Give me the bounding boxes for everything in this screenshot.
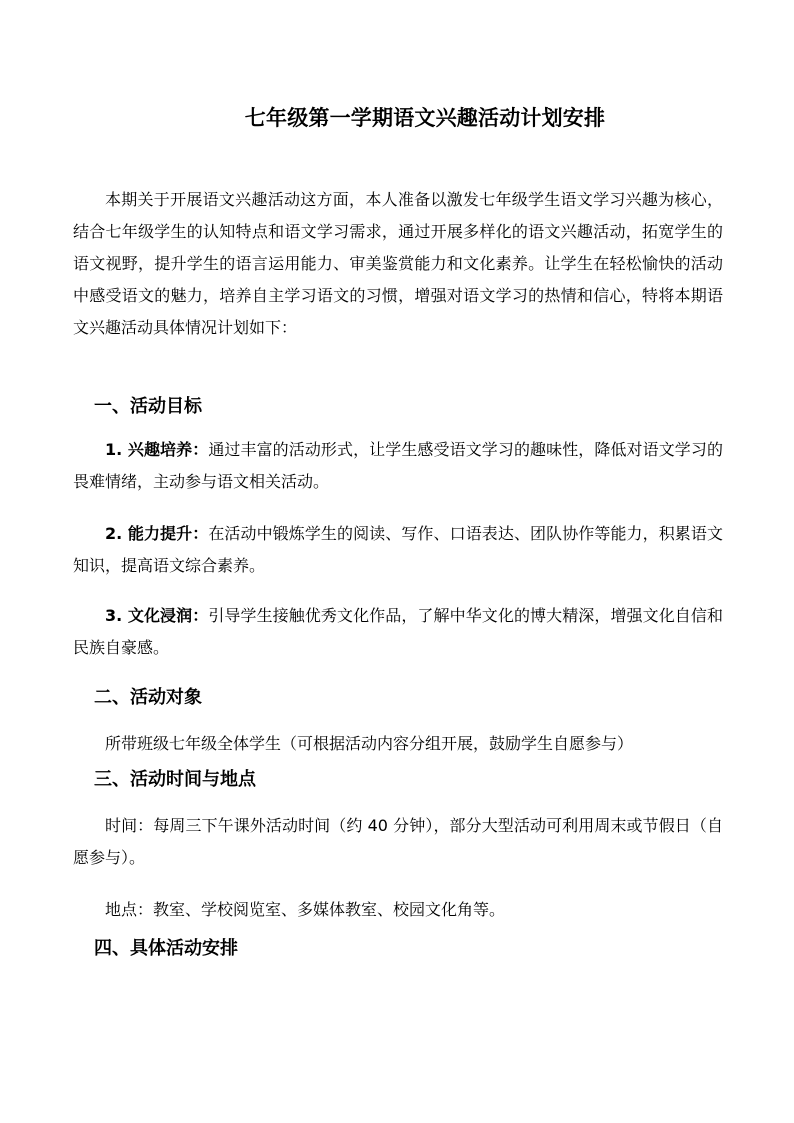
goal-item-ability	[73, 518, 723, 582]
goal-item-text: 在活动中锻炼学生的阅读、写作、口语表达、团队协作等能力，积累语文知识，提高语文综合素养。	[73, 524, 723, 575]
section-heading-target: 二、活动对象	[94, 687, 202, 708]
intro-paragraph: 本期关于开展语文兴趣活动这方面，本人准备以激发七年级学生语文学习兴趣为核心，结合七年级学生的认知特点和语文学习需求，通过开展多样化的语文兴趣活动，拓宽学生的语文视野，提升学生的语言运用能力、审美鉴赏能力和文化素养。让学生在轻松愉快的活动中感受语文的魅力，培养自主学习语文的习惯，增强对语文学习的热情和信心，特将本期语文兴趣活动具体情况计划如下：	[73, 190, 723, 337]
section-heading-goals: 一、活动目标	[94, 396, 202, 417]
goal-item-interest	[73, 434, 723, 498]
goal-item-lead: 3. 文化浸润：	[105, 606, 209, 625]
time-paragraph: 时间：每周三下午课外活动时间（约 40 分钟），部分大型活动可利用周末或节假日（自愿参与）。	[73, 816, 723, 867]
section-heading-time-place: 三、活动时间与地点	[94, 769, 256, 790]
goal-item-lead: 1. 兴趣培养：	[105, 440, 209, 459]
goal-item-lead: 2. 能力提升：	[105, 524, 209, 543]
goal-item-text: 通过丰富的活动形式，让学生感受语文学习的趣味性，降低对语文学习的畏难情绪，主动参与语文相关活动。	[73, 440, 723, 491]
goal-item-culture	[73, 600, 723, 664]
goal-item-text: 引导学生接触优秀文化作品，了解中华文化的博大精深，增强文化自信和民族自豪感。	[73, 606, 723, 657]
place-paragraph: 地点：教室、学校阅览室、多媒体教室、校园文化角等。	[105, 900, 506, 919]
document-title: 七年级第一学期语文兴趣活动计划安排	[244, 106, 606, 130]
section-heading-schedule: 四、具体活动安排	[94, 938, 238, 959]
target-paragraph: 所带班级七年级全体学生（可根据活动内容分组开展，鼓励学生自愿参与）	[105, 734, 634, 753]
